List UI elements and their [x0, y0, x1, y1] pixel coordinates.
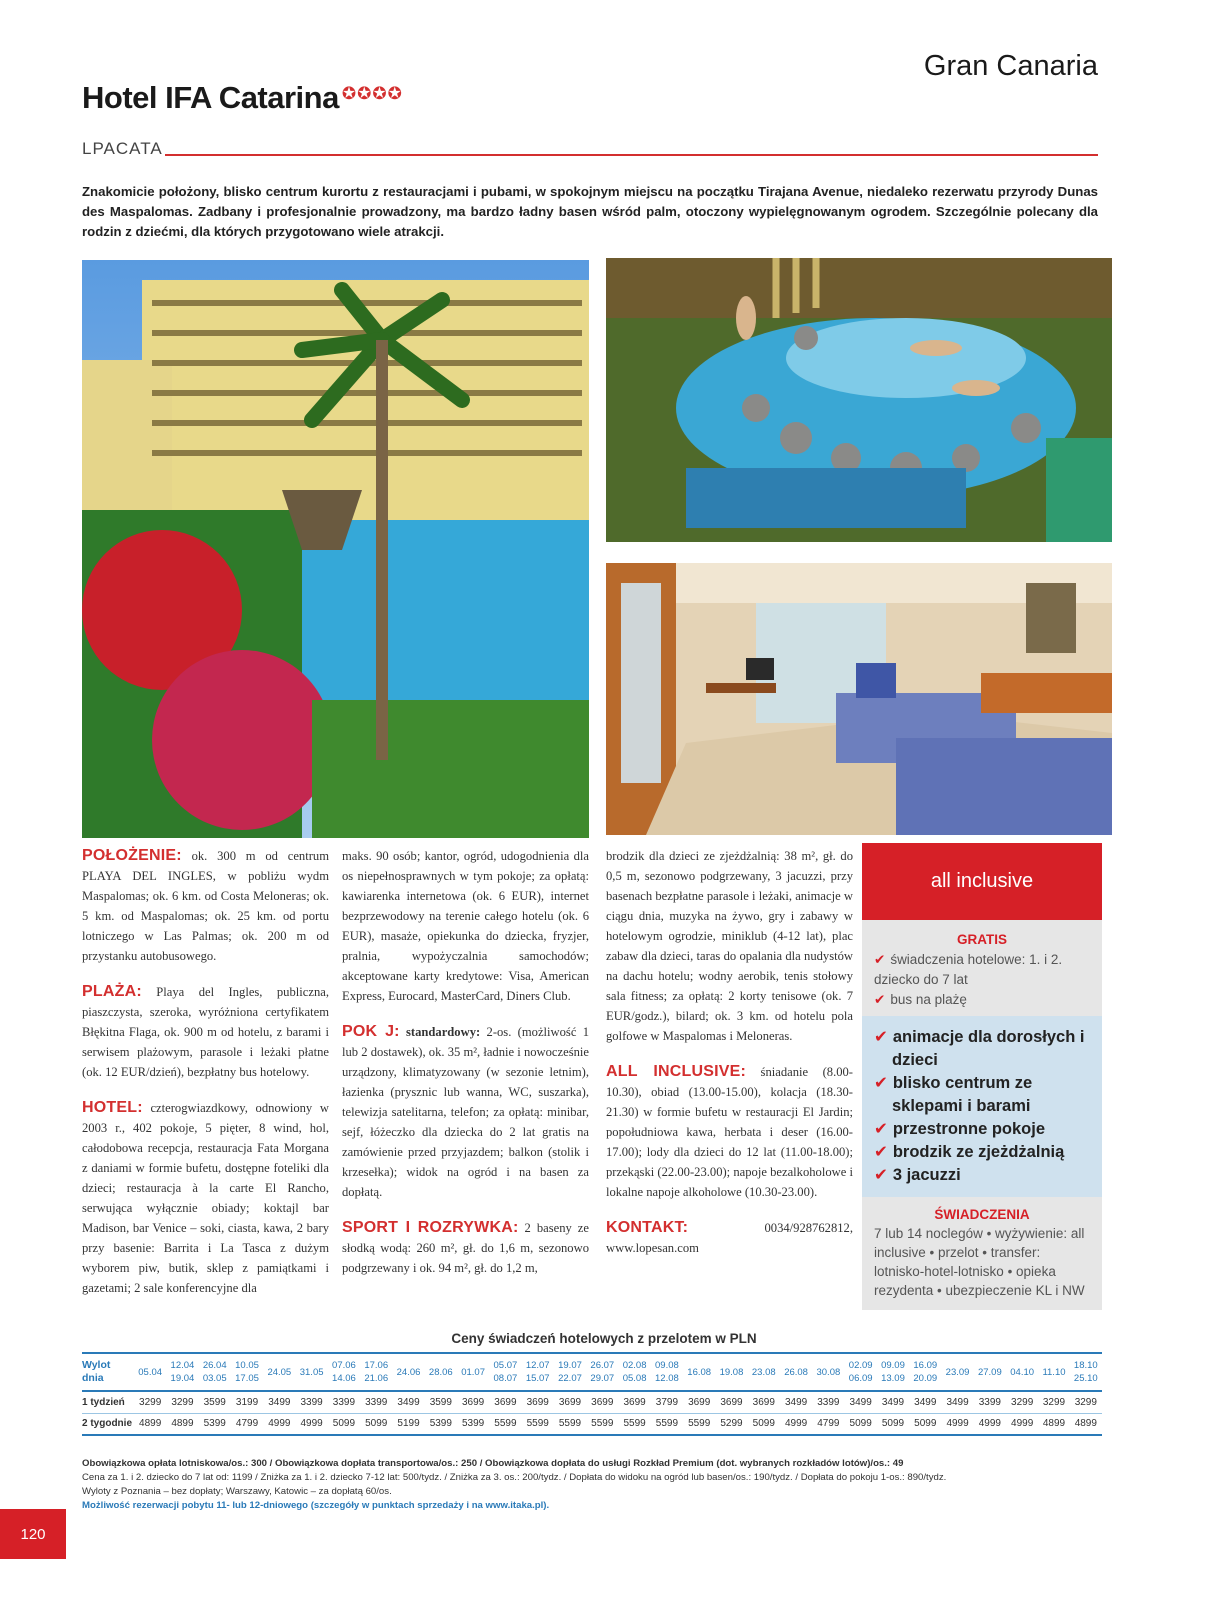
table-price-cell: 5099 [360, 1413, 392, 1435]
table-price-cell: 5399 [425, 1413, 457, 1435]
table-date-cell: 18.10 25.10 [1070, 1353, 1102, 1391]
star-rating-icon: ✪✪✪✪ [341, 84, 403, 103]
table-price-cell: 5399 [457, 1413, 489, 1435]
all-inclusive-header: all inclusive [862, 843, 1102, 920]
table-price-cell: 4999 [974, 1413, 1006, 1435]
text-pokoje: 2-os. (możliwość 1 lub 2 dostawek), ok. 35 m², ładnie i nowocześnie urządzony, klimatyzowany (w sezonie letnim), łazienka (prysznic lub wanna, WC, suszarka), telewizja satelitarna, telefon; za opłatą: minibar, sejf, łóżeczko dla dziecka do 2 lat gratis na zamówienie przed przyjazdem; balkon (stolik i krzesełka); widok na ogród i na basen za dopłatą. [342, 1025, 590, 1199]
text-polozenie: ok. 300 m od centrum PLAYA DEL INGLES, w pobliżu wydm Maspalomas; ok. 6 km. od Costa Meloneras; ok. 5 km. od Maspalomas; ok. 25 km. od portu lotniczego w Las Palmas; ok. 200 m od przystanku autobusowego. [82, 849, 329, 963]
table-price-cell: 3499 [941, 1391, 973, 1413]
table-date-cell: 05.04 [134, 1353, 166, 1391]
table-price-cell: 3699 [618, 1391, 650, 1413]
page-number: 120 [0, 1509, 66, 1559]
table-date-cell: 23.08 [748, 1353, 780, 1391]
swiadczenia-section [862, 1197, 1102, 1310]
table-price-cell: 3499 [877, 1391, 909, 1413]
feature-item: ✔ blisko centrum ze sklepami i barami [874, 1074, 1033, 1115]
table-price-cell: 3499 [845, 1391, 877, 1413]
table-date-cell: 23.09 [941, 1353, 973, 1391]
feature-item: ✔ przestronne pokoje [874, 1120, 1046, 1138]
hotel-name: Hotel IFA Catarina [82, 80, 339, 115]
table-price-cell: 4899 [1038, 1413, 1069, 1435]
note-discounts: Cena za 1. i 2. dziecko do 7 lat od: 1199 / Zniżka za 1. i 2. dziecko 7-12 lat: 500/tydz. / Zniżka za 3. os.: 200/tydz. / Dopłata do widoku na ogród lub basen/os.: 190/tydz. / Dopłata do pokoju 1-os.: 890/tydz. [82, 1472, 947, 1483]
table-row [82, 1413, 1102, 1435]
table-price-cell: 5599 [554, 1413, 586, 1435]
table-date-cell: 11.10 [1038, 1353, 1069, 1391]
table-price-cell: 3299 [1006, 1391, 1038, 1413]
swiadczenia-title: ŚWIADCZENIA [934, 1207, 1030, 1222]
check-icon: ✔ [874, 1166, 888, 1184]
table-date-cell: 04.10 [1006, 1353, 1038, 1391]
text-hotel-part1: czterogwiazdkowy, odnowiony w 2003 r., 402 pokoje, 5 pięter, 8 wind, hol, całodobowa recepcja, restauracja Fata Morgana z daniami w formie bufetu, dostępne foteliki dla dzieci; restauracja à la carte El Rancho, serwująca wyłącznie obiady; koktajl bar Madison, bar Venice – soki, ciasta, kawa, 2 bary przy basenie: Barrita i La Tasca z dużym wyborem piw, butik, sklep z pamiątkami i gazetami; 2 sale konferencyjne dla [82, 1101, 329, 1295]
table-price-cell: 3699 [715, 1391, 747, 1413]
table-date-cell: 19.08 [715, 1353, 747, 1391]
table-price-cell: 4999 [780, 1413, 812, 1435]
table-price-cell: 4799 [231, 1413, 263, 1435]
table-price-cell: 3299 [166, 1391, 198, 1413]
table-row-label: 1 tydzień [82, 1391, 134, 1413]
table-price-cell: 3499 [392, 1391, 424, 1413]
text-column-3 [606, 846, 853, 1274]
feature-item: ✔ 3 jacuzzi [874, 1166, 961, 1184]
text-plaza: Playa del Ingles, publiczna, piaszczysta, szeroka, wyróżniona certyfikatem Błękitna Flaga, ok. 900 m od hotelu, z barami i serwisem plażowym, parasole i leżaki płatne (ok. 12 EUR/dzień), bezpłatny bus hotelowy. [82, 985, 329, 1079]
table-price-cell: 4999 [263, 1413, 295, 1435]
feature-item: ✔ brodzik ze zjeżdżalnią [874, 1143, 1065, 1161]
table-price-cell: 3699 [683, 1391, 715, 1413]
table-date-cell: 26.04 03.05 [199, 1353, 231, 1391]
table-date-cell: 07.06 14.06 [328, 1353, 360, 1391]
section-allinclusive [606, 1062, 853, 1202]
features-section [862, 1016, 1102, 1197]
table-date-cell: 12.07 15.07 [522, 1353, 554, 1391]
gratis-title: GRATIS [957, 932, 1007, 947]
table-price-cell: 3199 [231, 1391, 263, 1413]
table-price-cell: 3399 [974, 1391, 1006, 1413]
table-date-cell: 16.08 [683, 1353, 715, 1391]
table-price-cell: 3299 [134, 1391, 166, 1413]
table-price-cell: 3799 [651, 1391, 683, 1413]
table-price-cell: 3299 [1070, 1391, 1102, 1413]
table-price-cell: 4999 [1006, 1413, 1038, 1435]
text-sport-continued: brodzik dla dzieci ze zjeżdżalnią: 38 m², gł. do 0,5 m, sezonowo podgrzewany, 3 jacuzzi, przy basenach bezpłatne parasole i leżaki, animacje w ciągu dnia, muzyka na żywo, gry i zabawy w hotelowym ogrodzie, miniklub (4-12 lat), plac zabaw dla dzieci, taras do opalania dla nudystów na dachu hotelu; wodny aerobik, tenis stołowy sala fitness; za opłatą: 2 korty tenisowe (ok. 7 EUR/godz.), bilard; ok. 3 km. od hotelu pola golfowe w Maspalomas i Meloneras. [606, 849, 853, 1043]
table-price-cell: 4899 [134, 1413, 166, 1435]
table-date-cell: 09.08 12.08 [651, 1353, 683, 1391]
table-price-cell: 5599 [489, 1413, 521, 1435]
table-price-cell: 3499 [909, 1391, 941, 1413]
table-price-cell: 3699 [522, 1391, 554, 1413]
table-price-cell: 5099 [845, 1413, 877, 1435]
all-inclusive-box [862, 843, 1102, 1303]
table-price-cell: 3699 [748, 1391, 780, 1413]
table-date-cell: 26.07 29.07 [586, 1353, 618, 1391]
table-price-cell: 3699 [586, 1391, 618, 1413]
table-price-cell: 3399 [328, 1391, 360, 1413]
section-sport [342, 1218, 589, 1284]
text-column-2 [342, 846, 589, 1300]
table-date-cell: 01.07 [457, 1353, 489, 1391]
table-price-cell: 4999 [295, 1413, 327, 1435]
table-date-cell: 16.09 20.09 [909, 1353, 941, 1391]
table-price-cell: 3299 [1038, 1391, 1069, 1413]
table-date-cell: 24.05 [263, 1353, 295, 1391]
text-column-1 [82, 846, 329, 1320]
heading-hotel: HOTEL: [82, 1099, 143, 1116]
table-price-cell: 5299 [715, 1413, 747, 1435]
table-date-cell: 17.06 21.06 [360, 1353, 392, 1391]
table-price-cell: 3599 [425, 1391, 457, 1413]
table-date-cell: 26.08 [780, 1353, 812, 1391]
photo-hotel-room [606, 563, 1112, 835]
text-allinclusive: śniadanie (8.00-10.30), obiad (13.00-15.00), kolacja (18.30-21.30) w formie bufetu w restauracji El Jardin; popołudniowa kawa, herbata i deser (16.00-17.00); lody dla dzieci do 12 lat (11.00-18.00); przekąski (22.00-23.00); napoje bezalkoholowe i lokalne napoje alkoholowe (10.30-23.00). [606, 1065, 854, 1199]
table-date-cell: 02.08 05.08 [618, 1353, 650, 1391]
check-icon: ✔ [874, 1074, 888, 1092]
table-price-cell: 5599 [522, 1413, 554, 1435]
table-date-cell: 30.08 [812, 1353, 844, 1391]
table-price-cell: 5599 [586, 1413, 618, 1435]
table-price-cell: 4899 [1070, 1413, 1102, 1435]
table-price-cell: 3699 [489, 1391, 521, 1413]
text-kontakt: 0034/928762812, www.lopesan.com [606, 1221, 853, 1255]
heading-sport: SPORT I ROZRYWKA: [342, 1219, 519, 1236]
table-date-cell: 12.04 19.04 [166, 1353, 198, 1391]
price-table-title: Ceny świadczeń hotelowych z przelotem w PLN [451, 1331, 757, 1346]
table-price-cell: 3699 [554, 1391, 586, 1413]
section-polozenie [82, 846, 329, 966]
table-row [82, 1391, 1102, 1413]
gratis-section [862, 920, 1102, 1016]
table-price-cell: 3399 [360, 1391, 392, 1413]
table-price-cell: 3499 [263, 1391, 295, 1413]
gratis-item: ✔ świadczenia hotelowe: 1. i 2. dziecko do 7 lat [874, 952, 1063, 987]
table-date-cell: 02.09 06.09 [845, 1353, 877, 1391]
table-date-cell: 24.06 [392, 1353, 424, 1391]
check-icon: ✔ [874, 1143, 888, 1161]
table-date-cell: 05.07 08.07 [489, 1353, 521, 1391]
table-price-cell: 5599 [683, 1413, 715, 1435]
photo-hotel-garden [82, 260, 589, 838]
table-price-cell: 3399 [295, 1391, 327, 1413]
table-price-cell: 3699 [457, 1391, 489, 1413]
table-date-cell: 31.05 [295, 1353, 327, 1391]
heading-polozenie: POŁOŻENIE: [82, 847, 182, 864]
heading-plaza: PLAŻA: [82, 983, 142, 1000]
section-pokoje [342, 1022, 589, 1202]
table-row-dates [82, 1353, 1102, 1391]
note-fees: Obowiązkowa opłata lotniskowa/os.: 300 / Obowiązkowa dopłata transportowa/os.: 250 / Obowiązkowa dopłata do usługi Rozkład Premium (dot. wybranych rozkładów lotów)/os.: 49 [82, 1458, 904, 1469]
section-kontakt [606, 1218, 853, 1258]
gratis-item: ✔ bus na plażę [874, 992, 967, 1007]
text-sport-part1: 2 baseny ze słodką wodą: 260 m², gł. do 1,6 m, sezonowo podgrzewany i ok. 94 m², gł. do 1,2 m, [342, 1221, 589, 1275]
hotel-code: LPACATA [82, 139, 163, 158]
table-date-cell: 19.07 22.07 [554, 1353, 586, 1391]
heading-allinclusive: ALL INCLUSIVE: [606, 1063, 747, 1080]
table-date-cell: 28.06 [425, 1353, 457, 1391]
table-price-cell: 3399 [812, 1391, 844, 1413]
table-price-cell: 5099 [328, 1413, 360, 1435]
table-price-cell: 3599 [199, 1391, 231, 1413]
feature-item: ✔ animacje dla dorosłych i dzieci [874, 1028, 1085, 1069]
table-price-cell: 5599 [651, 1413, 683, 1435]
hotel-intro: Znakomicie położony, blisko centrum kurortu z restauracjami i pubami, w spokojnym miejscu na początku Tirajana Avenue, niedaleko rezerwatu przyrody Dunas des Maspalomas. Zadbany i profesjonalnie prowadzony, ma bardzo ładny basen wśród palm, otoczony wypielęgnowanym ogrodem. Szczególnie polecany dla rodzin z dziećmi, dla których przygotowano wiele atrakcji. [82, 184, 1098, 239]
region-name: Gran Canaria [923, 50, 1098, 82]
table-price-cell: 5399 [199, 1413, 231, 1435]
price-notes [82, 1457, 1102, 1513]
table-price-cell: 4899 [166, 1413, 198, 1435]
table-date-cell: 09.09 13.09 [877, 1353, 909, 1391]
table-price-cell: 5099 [909, 1413, 941, 1435]
price-table [82, 1352, 1102, 1436]
table-price-cell: 4799 [812, 1413, 844, 1435]
table-price-cell: 5199 [392, 1413, 424, 1435]
heading-kontakt: KONTAKT: [606, 1219, 689, 1236]
table-date-cell: 27.09 [974, 1353, 1006, 1391]
check-icon: ✔ [874, 992, 886, 1007]
check-icon: ✔ [874, 1028, 888, 1046]
table-date-cell: 10.05 17.05 [231, 1353, 263, 1391]
table-price-cell: 3499 [780, 1391, 812, 1413]
table-price-cell: 4999 [941, 1413, 973, 1435]
section-hotel [82, 1098, 329, 1304]
table-price-cell: 5099 [877, 1413, 909, 1435]
pokoje-lead: standardowy: [406, 1025, 481, 1039]
table-price-cell: 5099 [748, 1413, 780, 1435]
photo-pool-jacuzzi [606, 258, 1112, 542]
table-header-cell: Wylot dnia [82, 1353, 134, 1391]
heading-pokoje: POK J: [342, 1023, 400, 1040]
header-divider [165, 154, 1098, 156]
note-reservation: Możliwość rezerwacji pobytu 11- lub 12-dniowego (szczegóły w punktach sprzedaży i na www.itaka.pl). [82, 1500, 550, 1511]
table-row-label: 2 tygodnie [82, 1413, 134, 1435]
section-plaza [82, 982, 329, 1082]
swiadczenia-text: 7 lub 14 noclegów • wyżywienie: all inclusive • przelot • transfer: lotnisko-hotel-lotnisko • opieka rezydenta • ubezpieczenie KL i NW [874, 1226, 1085, 1298]
hotel-title [82, 80, 403, 116]
note-departures: Wyloty z Poznania – bez dopłaty; Warszawy, Katowic – za dopłatą 60/os. [82, 1486, 392, 1497]
check-icon: ✔ [874, 952, 886, 967]
check-icon: ✔ [874, 1120, 888, 1138]
table-price-cell: 5599 [618, 1413, 650, 1435]
text-hotel-continued: maks. 90 osób; kantor, ogród, udogodnienia dla os niepełnosprawnych w tym pokoje; za opłatą: kawiarenka internetowa (ok. 6 EUR), internet bezprzewodowy na terenie całego hotelu (ok. 6 EUR), masaże, opiekunka do dziecka, fryzjer, pralnia, wypożyczalnia samochodów; akceptowane karty kredytowe: Visa, American Express, Eurocard, MasterCard, Diners Club. [342, 849, 589, 1003]
